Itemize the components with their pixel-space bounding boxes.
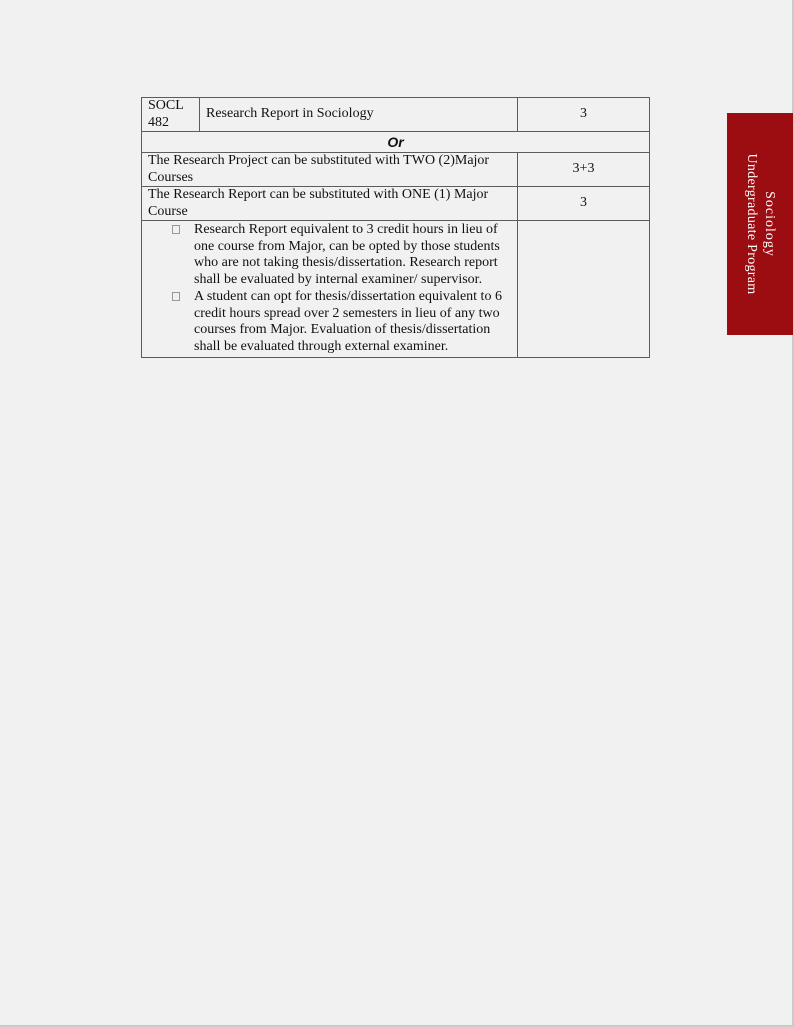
list-item [194,289,511,355]
side-tab [727,113,793,335]
table-row-substitute-project [142,153,650,187]
side-tab-text [742,154,778,295]
course-table [141,97,650,358]
substitute-report-credits: 3 [518,187,650,221]
course-credits: 3 [518,98,650,132]
side-tab-subtitle: Undergraduate Program [744,153,759,295]
table-row-course [142,98,650,132]
course-title: Research Report in Sociology [200,98,518,132]
substitute-report-text: The Research Report can be substituted with ONE (1) Major Course [142,187,518,221]
bullet-box-icon [172,292,180,301]
notes-cell [142,221,518,358]
bullet-box-icon [172,225,180,234]
side-tab-title: Sociology [762,191,777,257]
course-code: SOCL 482 [142,98,200,132]
list-item [194,222,511,288]
or-separator: Or [142,132,650,153]
notes-credits-cell [518,221,650,358]
table-row-substitute-report [142,187,650,221]
table-row-notes [142,221,650,358]
notes-list [148,222,511,355]
note-text: Research Report equivalent to 3 credit hours in lieu of one course from Major, can be opted by those students who are not taking thesis/dissertation. Research report shall be evaluated by internal examiner/ supervisor. [194,222,500,287]
substitute-project-credits: 3+3 [518,153,650,187]
note-text: A student can opt for thesis/dissertation equivalent to 6 credit hours spread over 2 semesters in lieu of any two courses from Major. Evaluation of thesis/dissertation shall be evaluated through external examiner. [194,289,502,354]
table-row-or [142,132,650,153]
substitute-project-text: The Research Project can be substituted with TWO (2)Major Courses [142,153,518,187]
